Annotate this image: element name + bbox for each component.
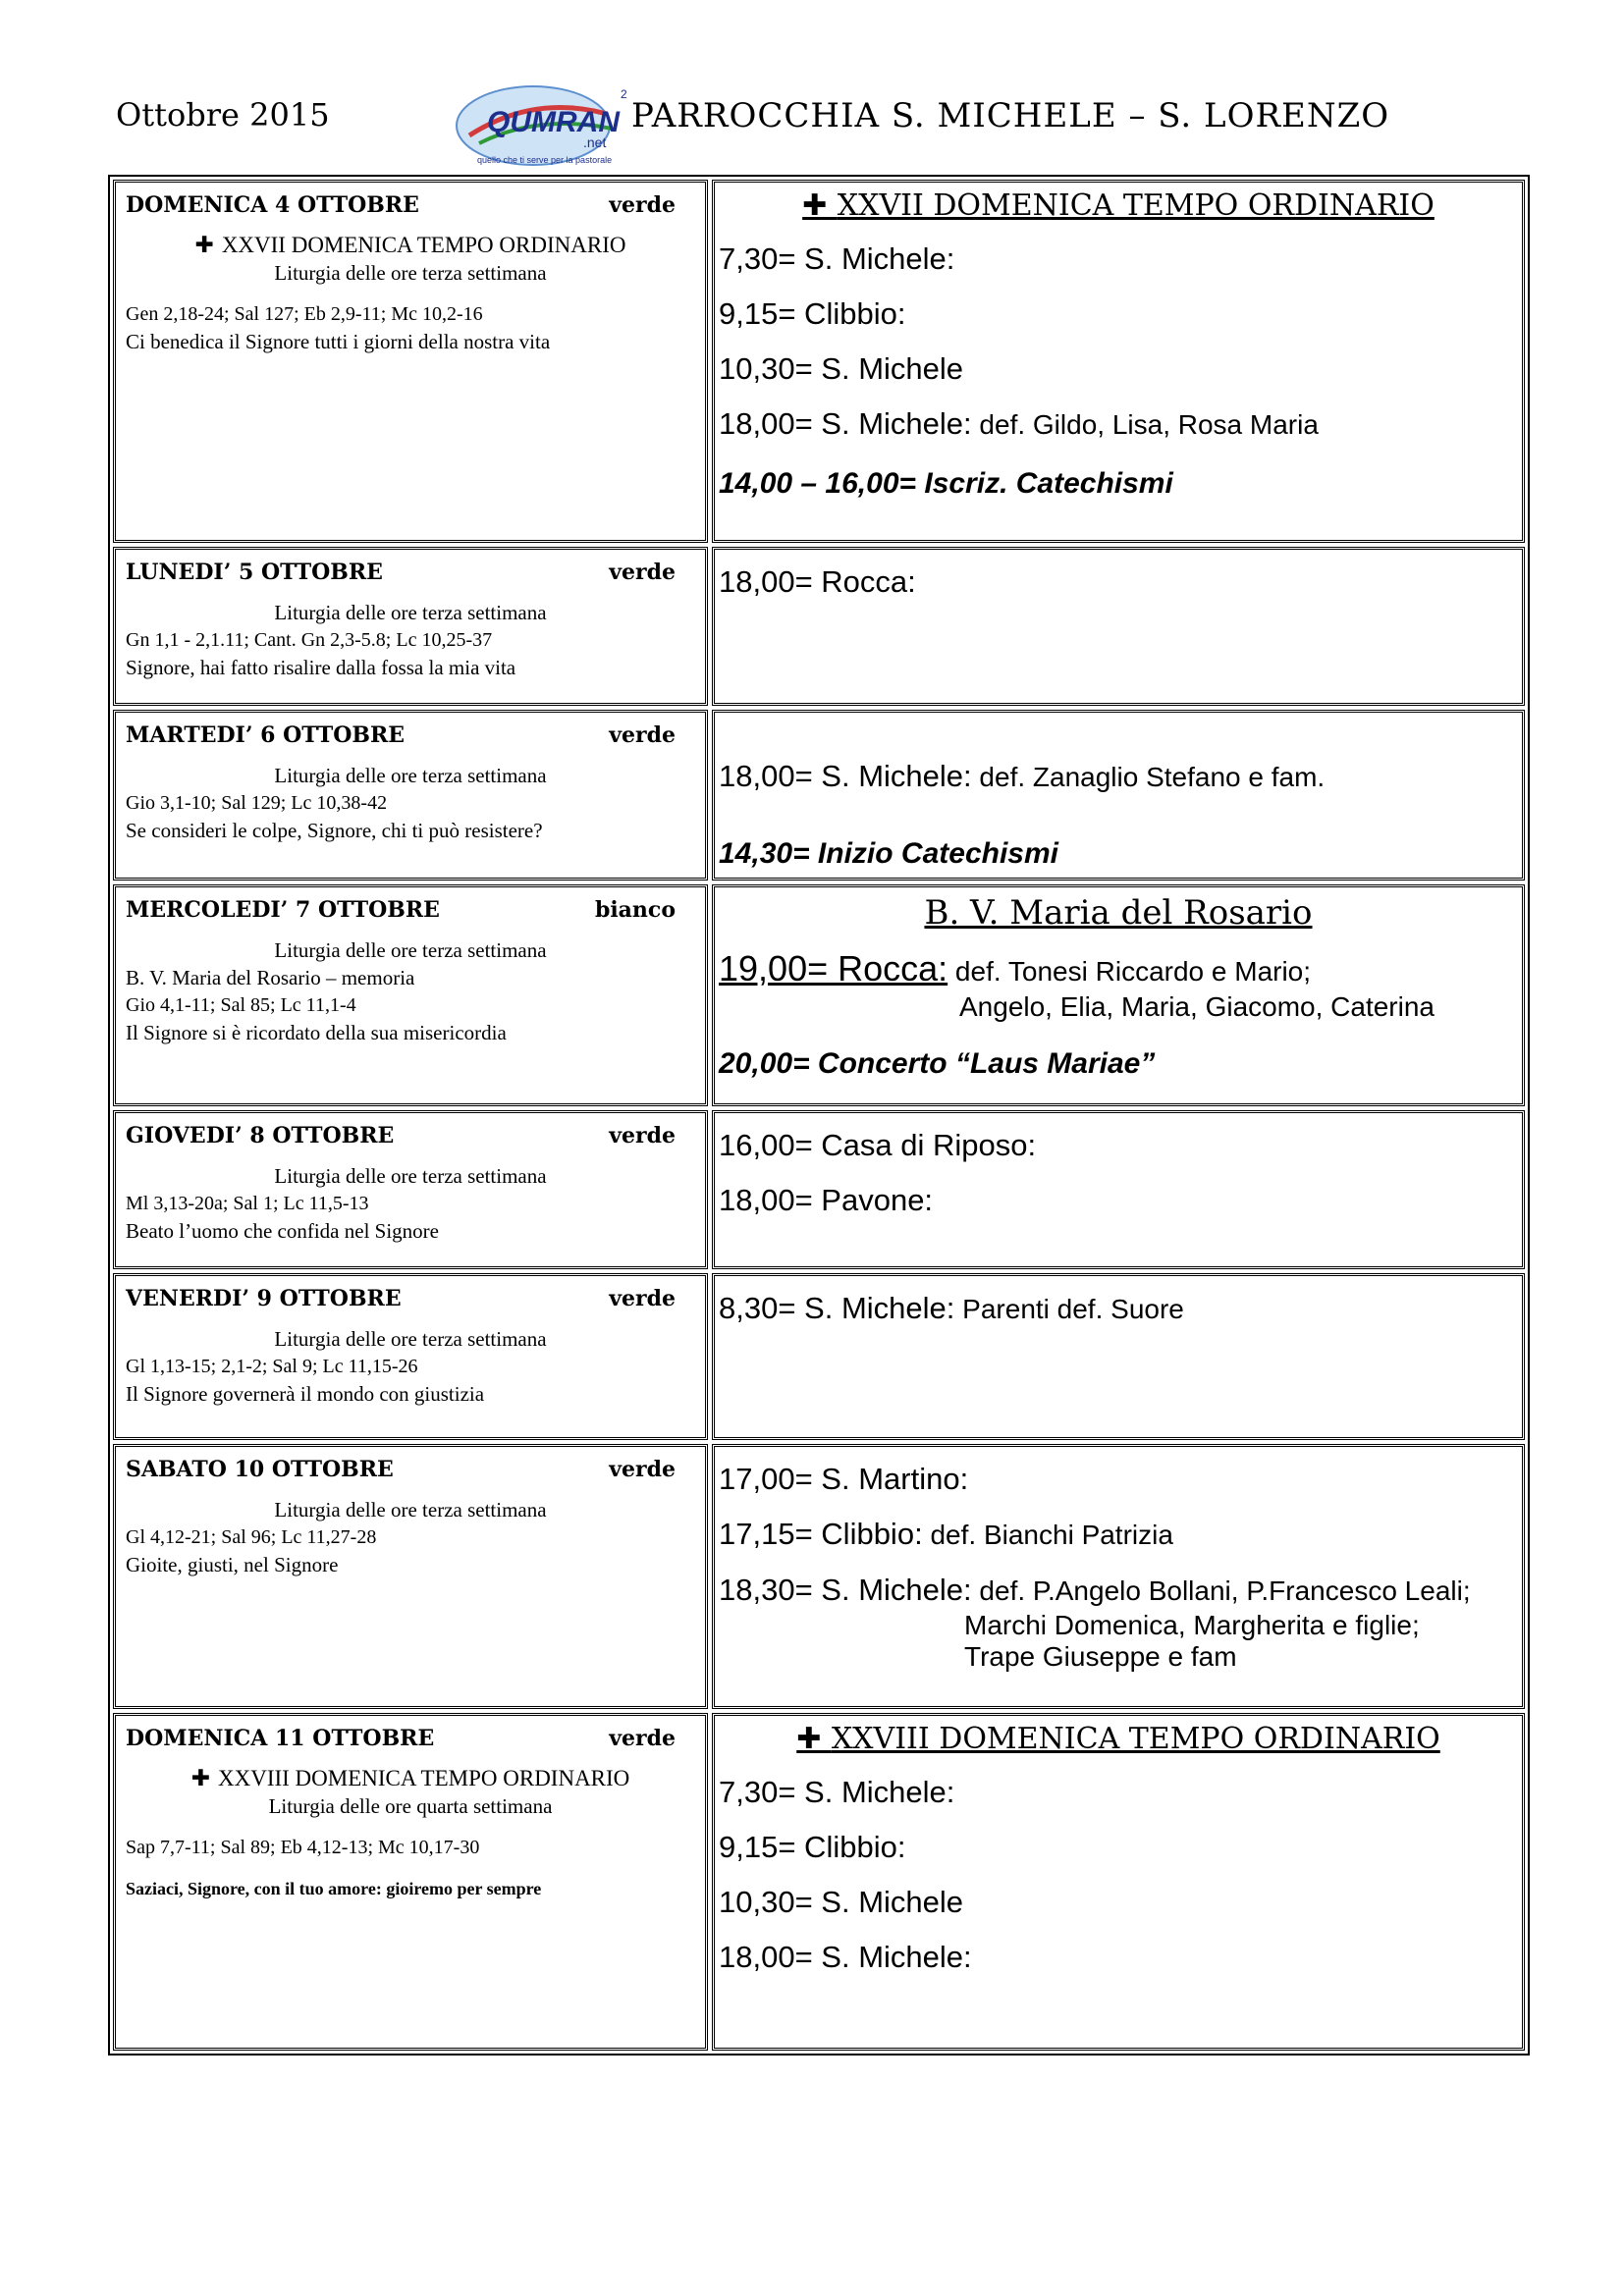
- liturgy-week: Liturgia delle ore terza settimana: [274, 938, 547, 962]
- day-name: VENERDI’ 9 OTTOBRE: [126, 1286, 402, 1311]
- mass-schedule-cell: [712, 1713, 1525, 2051]
- mass-intention: def. P.Angelo Bollani, P.Francesco Leali;: [971, 1575, 1471, 1606]
- liturgical-color: verde: [609, 1457, 676, 1482]
- liturgical-color: verde: [609, 192, 676, 218]
- day-info-cell: [113, 1110, 708, 1269]
- liturgical-color: verde: [609, 1123, 676, 1148]
- celebration-title: ✚ XXVIII DOMENICA TEMPO ORDINARIO: [796, 1722, 1440, 1756]
- day-name: MARTEDI’ 6 OTTOBRE: [126, 722, 406, 748]
- day-info-cell: [113, 710, 708, 881]
- cross-icon: ✚: [802, 188, 838, 223]
- readings: Gio 3,1-10; Sal 129; Lc 10,38-42: [126, 792, 388, 814]
- mass-time-place: 9,15= Clibbio:: [719, 296, 906, 331]
- mass-entry: [719, 1516, 1518, 1554]
- parish-event: 14,00 – 16,00= Iscriz. Catechismi: [719, 467, 1173, 500]
- mass-time-place: 10,30= S. Michele: [719, 351, 964, 386]
- psalm-refrain: Beato l’uomo che confida nel Signore: [126, 1219, 439, 1243]
- day-name: LUNEDI’ 5 OTTOBRE: [126, 560, 383, 585]
- liturgy-week: Liturgia delle ore terza settimana: [274, 1164, 547, 1188]
- day-info-cell: [113, 180, 708, 543]
- parish-event: 20,00= Concerto “Laus Mariae”: [719, 1047, 1156, 1080]
- mass-time-place: 7,30= S. Michele:: [719, 1775, 955, 1809]
- mass-schedule-cell: [712, 1110, 1525, 1269]
- day-info-cell: [113, 547, 708, 706]
- mass-schedule-cell: [712, 1444, 1525, 1709]
- psalm-refrain: Il Signore governerà il mondo con giustizia: [126, 1382, 485, 1406]
- mass-entry: [719, 405, 1518, 444]
- day-name: DOMENICA 11 OTTOBRE: [126, 1726, 435, 1751]
- feast-title: ✚ XXVIII DOMENICA TEMPO ORDINARIO: [190, 1766, 630, 1791]
- psalm-refrain: Saziaci, Signore, con il tuo amore: gioiremo per sempre: [126, 1879, 542, 1898]
- psalm-refrain: Ci benedica il Signore tutti i giorni della nostra vita: [126, 330, 551, 353]
- celebration-title: ✚ XXVII DOMENICA TEMPO ORDINARIO: [802, 188, 1435, 223]
- psalm-refrain: Il Signore si è ricordato della sua misericordia: [126, 1021, 507, 1044]
- day-name: DOMENICA 4 OTTOBRE: [126, 192, 419, 218]
- day-name: GIOVEDI’ 8 OTTOBRE: [126, 1123, 395, 1148]
- mass-entry: [719, 758, 1518, 796]
- mass-time-place: 17,15= Clibbio:: [719, 1517, 923, 1551]
- mass-entry: [719, 950, 1518, 1024]
- mass-entry: [719, 1461, 1518, 1498]
- mass-entry: [719, 1829, 1518, 1866]
- mass-intention: Parenti def. Suore: [954, 1294, 1184, 1324]
- mass-time-place: 10,30= S. Michele: [719, 1885, 964, 1919]
- cross-icon: ✚: [190, 1766, 218, 1791]
- day-row: [113, 1444, 1525, 1709]
- liturgical-color: verde: [609, 1286, 676, 1311]
- svg-text:quello che ti serve per la pas: quello che ti serve per la pastorale: [477, 155, 613, 165]
- mass-schedule-cell: [712, 884, 1525, 1106]
- mass-intention-cont: Trape Giuseppe e fam: [964, 1641, 1237, 1672]
- readings: Sap 7,7-11; Sal 89; Eb 4,12-13; Mc 10,17-30: [126, 1837, 480, 1858]
- mass-time-place: 18,00= Rocca:: [719, 564, 916, 599]
- memorial-note: B. V. Maria del Rosario – memoria: [126, 966, 415, 989]
- liturgy-week: Liturgia delle ore quarta settimana: [268, 1794, 553, 1818]
- readings: Ml 3,13-20a; Sal 1; Lc 11,5-13: [126, 1193, 369, 1214]
- mass-entry: [719, 1939, 1518, 1976]
- day-row: [113, 1713, 1525, 2051]
- svg-text:.net: .net: [583, 134, 607, 150]
- svg-text:QUMRAN: QUMRAN: [487, 106, 620, 138]
- mass-entry: [719, 1182, 1518, 1219]
- psalm-refrain: Signore, hai fatto risalire dalla fossa la mia vita: [126, 656, 516, 679]
- mass-entry: [719, 240, 1518, 278]
- weekly-schedule: [108, 175, 1530, 2056]
- mass-time-place: 17,00= S. Martino:: [719, 1462, 969, 1496]
- day-info-cell: [113, 1713, 708, 2051]
- psalm-refrain: Gioite, giusti, nel Signore: [126, 1553, 339, 1576]
- day-row: [113, 180, 1525, 543]
- day-info-cell: [113, 884, 708, 1106]
- liturgical-color: verde: [609, 722, 676, 748]
- mass-schedule-cell: [712, 710, 1525, 881]
- day-row: [113, 710, 1525, 881]
- mass-intention: def. Zanaglio Stefano e fam.: [971, 762, 1326, 792]
- mass-schedule-cell: [712, 180, 1525, 543]
- mass-time-place: 9,15= Clibbio:: [719, 1830, 906, 1864]
- mass-entry: [719, 350, 1518, 388]
- svg-text:2: 2: [621, 87, 627, 101]
- mass-entry: [719, 563, 1518, 601]
- mass-entry: [719, 1290, 1518, 1328]
- celebration-title: B. V. Maria del Rosario: [924, 893, 1313, 933]
- liturgical-color: bianco: [594, 897, 676, 923]
- readings: Gen 2,18-24; Sal 127; Eb 2,9-11; Mc 10,2-16: [126, 303, 483, 325]
- day-row: [113, 547, 1525, 706]
- day-info-cell: [113, 1273, 708, 1440]
- mass-entry: [719, 1572, 1518, 1673]
- readings: Gl 1,13-15; 2,1-2; Sal 9; Lc 11,15-26: [126, 1356, 418, 1377]
- mass-time-place: 7,30= S. Michele:: [719, 241, 955, 276]
- cross-icon: ✚: [194, 233, 222, 258]
- mass-entry: [719, 295, 1518, 333]
- mass-intention-cont: Angelo, Elia, Maria, Giacomo, Caterina: [959, 991, 1435, 1022]
- mass-entry: [719, 1774, 1518, 1811]
- mass-time-place: 19,00= Rocca:: [719, 948, 948, 988]
- page-header: [116, 88, 1530, 177]
- mass-time-place: 16,00= Casa di Riposo:: [719, 1128, 1037, 1162]
- liturgy-week: Liturgia delle ore terza settimana: [274, 1327, 547, 1351]
- day-row: [113, 1110, 1525, 1269]
- mass-time-place: 18,00= S. Michele:: [719, 759, 972, 793]
- day-row: [113, 884, 1525, 1106]
- mass-intention: def. Bianchi Patrizia: [922, 1520, 1173, 1550]
- day-name: SABATO 10 OTTOBRE: [126, 1457, 394, 1482]
- day-name: MERCOLEDI’ 7 OTTOBRE: [126, 897, 440, 923]
- liturgy-week: Liturgia delle ore terza settimana: [274, 261, 547, 285]
- parish-event: 14,30= Inizio Catechismi: [719, 837, 1058, 870]
- mass-time-place: 18,00= Pavone:: [719, 1183, 934, 1217]
- mass-entry: [719, 1127, 1518, 1164]
- readings: Gn 1,1 - 2,1.11; Cant. Gn 2,3-5.8; Lc 10,25-37: [126, 629, 493, 651]
- liturgy-week: Liturgia delle ore terza settimana: [274, 601, 547, 624]
- month-label: Ottobre 2015: [116, 96, 330, 133]
- mass-intention: def. Tonesi Riccardo e Mario;: [947, 956, 1312, 987]
- cross-icon: ✚: [796, 1722, 832, 1756]
- liturgical-color: verde: [609, 1726, 676, 1751]
- readings: Gl 4,12-21; Sal 96; Lc 11,27-28: [126, 1526, 377, 1548]
- mass-intention: def. Gildo, Lisa, Rosa Maria: [971, 409, 1319, 440]
- readings: Gio 4,1-11; Sal 85; Lc 11,1-4: [126, 994, 356, 1016]
- parish-title: PARROCCHIA S. MICHELE – S. LORENZO: [631, 96, 1390, 135]
- day-info-cell: [113, 1444, 708, 1709]
- mass-time-place: 8,30= S. Michele:: [719, 1291, 955, 1325]
- mass-time-place: 18,30= S. Michele:: [719, 1573, 972, 1607]
- liturgy-week: Liturgia delle ore terza settimana: [274, 764, 547, 787]
- liturgical-color: verde: [609, 560, 676, 585]
- mass-time-place: 18,00= S. Michele:: [719, 406, 972, 441]
- day-row: [113, 1273, 1525, 1440]
- feast-title: ✚ XXVII DOMENICA TEMPO ORDINARIO: [194, 233, 626, 258]
- mass-time-place: 18,00= S. Michele:: [719, 1940, 972, 1974]
- mass-schedule-cell: [712, 547, 1525, 706]
- liturgy-week: Liturgia delle ore terza settimana: [274, 1498, 547, 1522]
- mass-intention-cont: Marchi Domenica, Margherita e figlie;: [964, 1610, 1420, 1640]
- psalm-refrain: Se consideri le colpe, Signore, chi ti può resistere?: [126, 819, 543, 842]
- mass-entry: [719, 1884, 1518, 1921]
- mass-schedule-cell: [712, 1273, 1525, 1440]
